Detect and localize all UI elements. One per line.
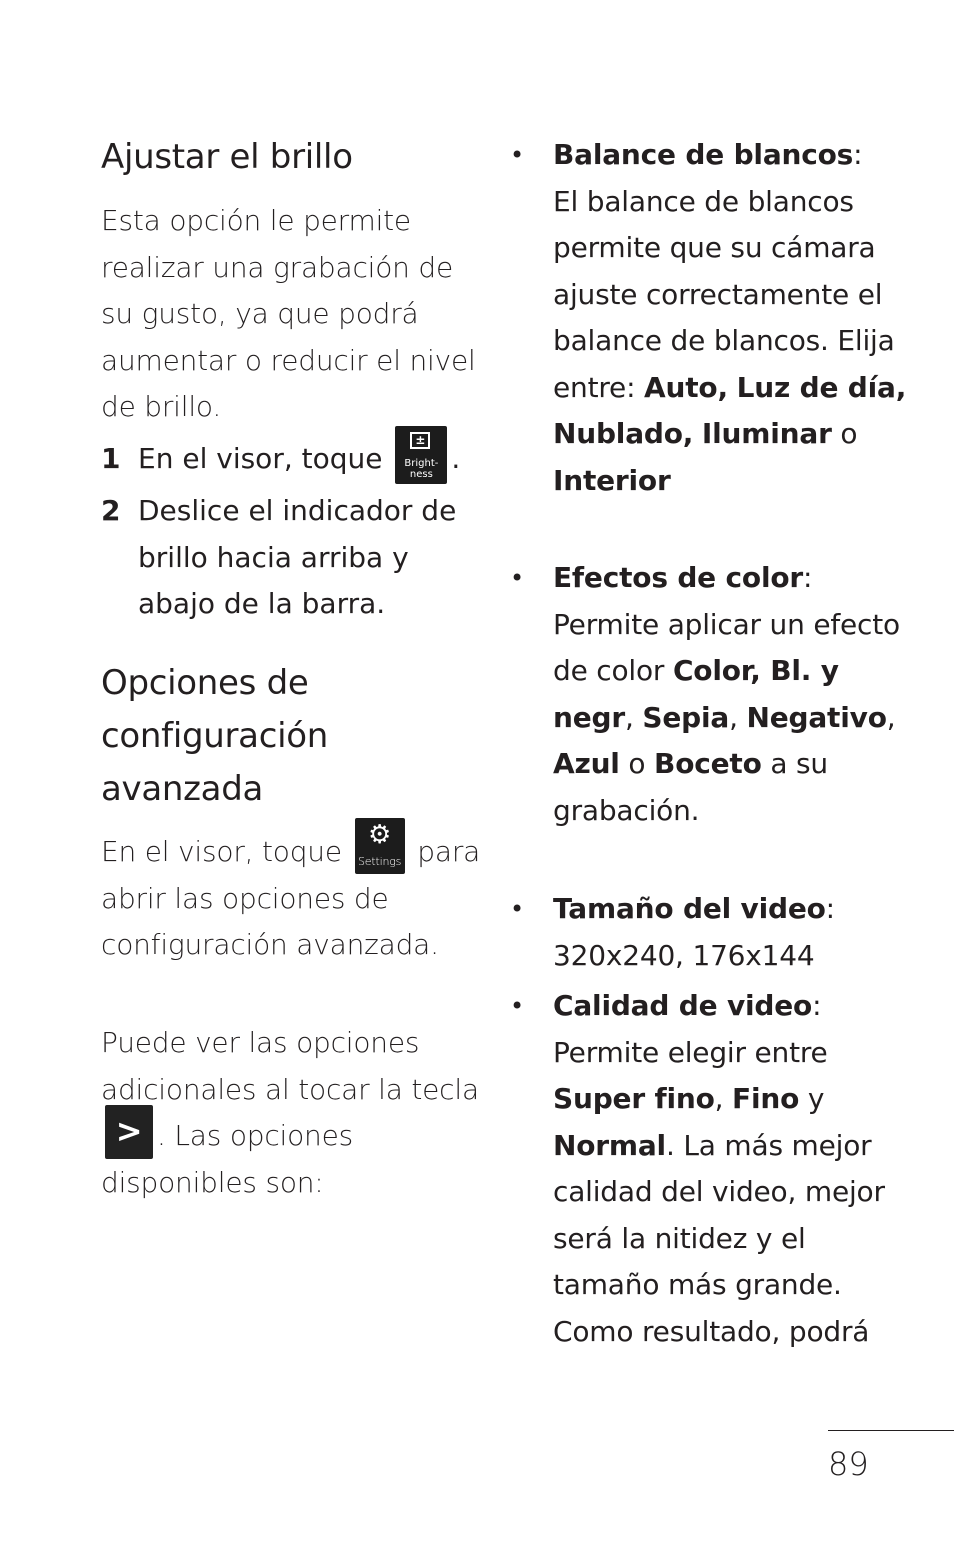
advanced-intro-after: para abrir las opciones de configuración avanzada.	[101, 835, 481, 961]
footer-divider	[828, 1430, 954, 1431]
separator: ,	[729, 700, 747, 734]
option-sepia: Sepia	[642, 700, 730, 734]
option-illuminate: Iluminar	[701, 417, 832, 450]
brightness-icon: ±	[410, 432, 430, 449]
settings-button[interactable]	[355, 818, 405, 874]
bullet-text	[553, 555, 913, 834]
step-1-text-after: .	[451, 442, 461, 475]
bullet-tail: a su grabación.	[553, 747, 828, 827]
advanced-options-text	[101, 1020, 481, 1206]
and-text: y	[799, 1082, 825, 1115]
bullet-desc: El balance de blancos permite que su cámara ajuste correctamente el balance de blancos. Elija entre:	[553, 184, 895, 404]
separator: ,	[714, 1082, 733, 1115]
brightness-intro: Esta opción le permite realizar una grabación de su gusto, ya que podrá aumentar o reducir el nivel de brillo.	[101, 204, 476, 423]
option-fine: Fino	[732, 1082, 800, 1115]
option-normal: Normal	[553, 1128, 666, 1162]
gear-icon: ⚙	[368, 820, 392, 850]
option-auto: Auto,	[644, 370, 728, 404]
page-number: 89	[828, 1445, 869, 1483]
or-text: o	[831, 417, 858, 450]
bullet-desc: Permite aplicar un efecto de color	[553, 607, 900, 687]
bullet-text	[553, 886, 913, 979]
brightness-button[interactable]	[395, 426, 447, 484]
bullet-marker: •	[510, 895, 525, 923]
bullet-term: Tamaño del video	[553, 892, 826, 925]
advanced-intro	[101, 820, 481, 969]
step-number: 1	[101, 442, 121, 475]
bullet-colon: :	[825, 892, 835, 925]
advanced-intro-before: En el visor, toque	[101, 835, 342, 868]
bullet-term: Efectos de color	[553, 561, 803, 594]
step-1-text-before: En el visor, toque	[138, 442, 383, 475]
bullet-marker: •	[510, 564, 525, 592]
option-negative: Negativo	[746, 700, 887, 734]
option-interior: Interior	[553, 463, 671, 497]
bullet-text	[553, 983, 913, 1355]
bullet-marker: •	[510, 992, 525, 1020]
bullet-marker: •	[510, 141, 525, 169]
option-sketch: Boceto	[654, 747, 762, 780]
bullet-term: Balance de blancos	[553, 138, 854, 171]
chevron-right-icon: >	[115, 1112, 143, 1150]
option-color-bw: Color, Bl. y negr	[553, 654, 839, 734]
bullet-desc: Permite elegir entre	[553, 1035, 828, 1069]
next-button[interactable]	[105, 1105, 153, 1159]
brightness-button-label: Bright-ness	[404, 458, 439, 480]
or-text: o	[619, 747, 655, 780]
option-blue: Azul	[553, 747, 620, 780]
step-number: 2	[101, 494, 121, 527]
bullet-colon: :	[812, 989, 822, 1022]
bullet-tail: . La más mejor calidad del video, mejor será la nitidez y el tamaño más grande. Como resultado, podrá	[553, 1128, 885, 1348]
bullet-text	[553, 132, 913, 504]
settings-button-label: Settings	[358, 855, 402, 868]
step-text: Deslice el indicador de brillo hacia arriba y abajo de la barra.	[138, 494, 457, 620]
step-text	[138, 433, 483, 484]
option-daylight-cloudy: Luz de día, Nublado,	[553, 370, 907, 450]
bullet-term: Calidad de video	[553, 989, 813, 1022]
section-heading-advanced: Opciones de configuración avanzada	[101, 663, 328, 809]
advanced-options-after: . Las opciones disponibles son:	[101, 1119, 354, 1199]
advanced-options-before: Puede ver las opciones adicionales al tocar la tecla	[101, 1026, 479, 1106]
bullet-colon: :	[853, 138, 863, 171]
separator: ,	[624, 700, 643, 734]
separator: ,	[886, 700, 896, 734]
option-super-fine: Super fino	[553, 1082, 715, 1115]
section-heading-brightness: Ajustar el brillo	[101, 137, 353, 177]
bullet-colon: :	[803, 561, 813, 594]
bullet-desc: 320x240, 176x144	[553, 938, 815, 972]
